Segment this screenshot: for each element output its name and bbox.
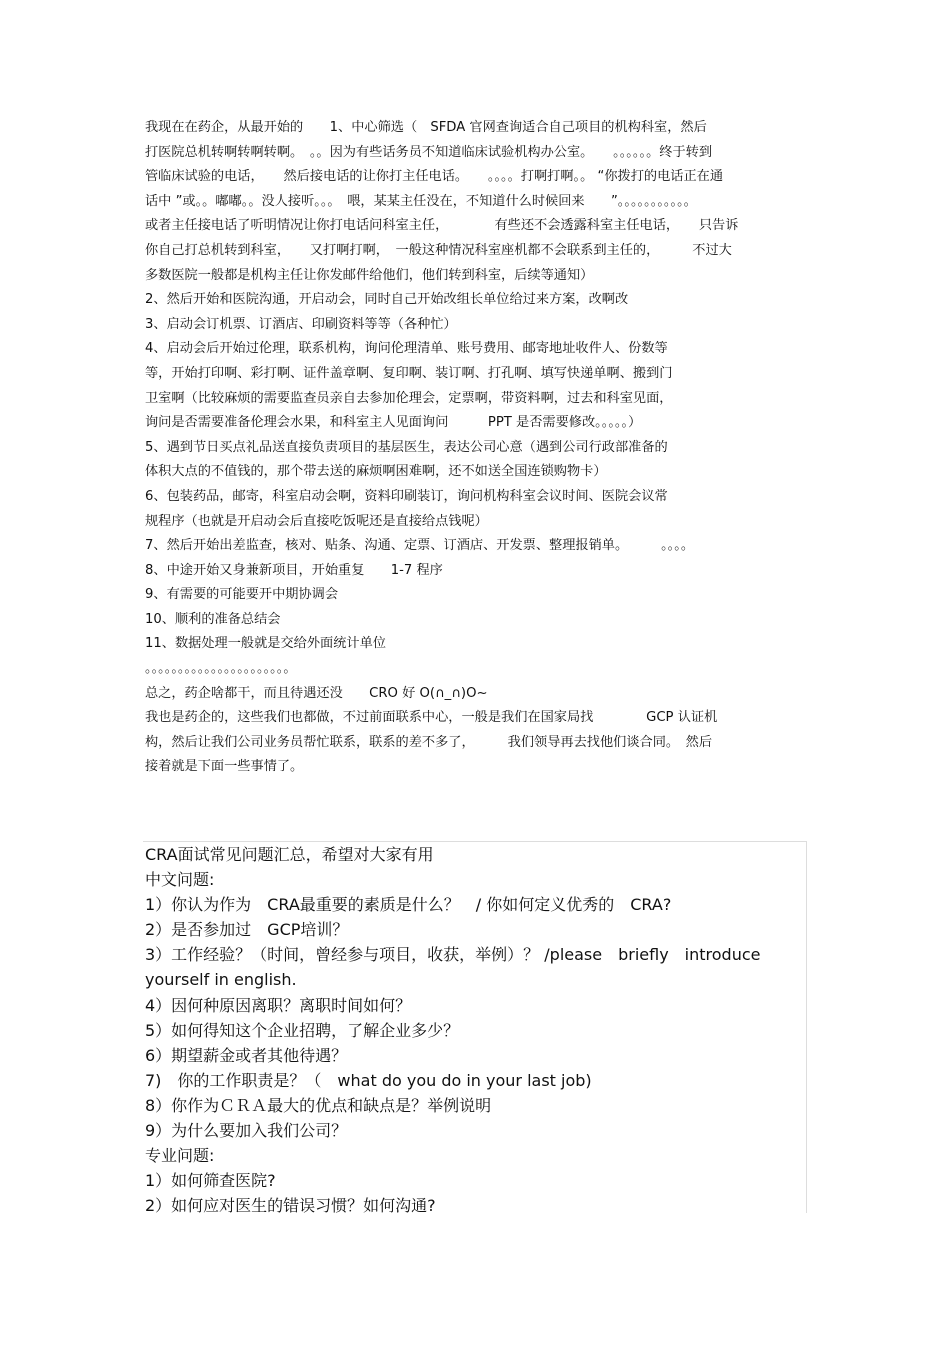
article-section xyxy=(145,116,807,780)
question-line: 8）你作为ＣＲＡ最大的优点和缺点是？举例说明 xyxy=(145,1095,492,1115)
paragraph-line: 5、遇到节日买点礼品送直接负责项目的基层医生，表达公司心意（遇到公司行政部准备的 xyxy=(145,439,668,455)
paragraph-line: 。。。。。。。。。。。。。。。。。。。。。。 xyxy=(145,661,297,677)
paragraph-line: 总之，药企啥都干，而且待遇还没 CRO 好 O(∩_∩)O~ xyxy=(145,685,488,701)
question-line: 3）工作经验？（时间，曾经参与项目，收获，举例）？ /please briefly introduce xyxy=(145,945,761,965)
subheading-professional-questions: 专业问题: xyxy=(145,1146,215,1166)
paragraph-line: 8、中途开始又身兼新项目，开始重复 1-7 程序 xyxy=(145,562,443,578)
paragraph-line: 体积大点的不值钱的，那个带去送的麻烦啊困难啊，还不如送全国连锁购物卡） xyxy=(145,464,607,480)
question-line: yourself in english. xyxy=(145,970,297,990)
paragraph-line: 等，开始打印啊、彩打啊、证件盖章啊、复印啊、装订啊、打孔啊、填写快递单啊、搬到门 xyxy=(145,365,673,381)
paragraph-line: 或者主任接电话了听明情况让你打电话问科室主任， 有些还不会透露科室主任电话， 只告诉 xyxy=(145,218,739,234)
question-line: 6）期望薪金或者其他待遇？ xyxy=(145,1045,348,1065)
subheading-chinese-questions: 中文问题: xyxy=(145,870,215,890)
paragraph-line: 打医院总机转啊转啊转啊。 。。因为有些话务员不知道临床试验机构办公室。 。。。。。。终于转到 xyxy=(145,144,713,160)
paragraph-line: 接着就是下面一些事情了。 xyxy=(145,759,304,775)
question-line: 2）是否参加过 GCP培训？ xyxy=(145,920,349,940)
paragraph-line: 9、有需要的可能要开中期协调会 xyxy=(145,587,339,603)
paragraph-line: 询问是否需要准备伦理会水果，和科室主人见面询问 PPT 是否需要修改。。。。。） xyxy=(145,415,642,431)
paragraph-line: 构，然后让我们公司业务员帮忙联系，联系的差不多了， 我们领导再去找他们谈合同。 然后 xyxy=(145,734,713,750)
question-line: 9）为什么要加入我们公司？ xyxy=(145,1121,348,1141)
paragraph-line: 4、启动会后开始过伦理，联系机构，询问伦理清单、账号费用、邮寄地址收件人、份数等 xyxy=(145,341,668,357)
paragraph-line: 我也是药企的，这些我们也都做，不过前面联系中心，一般是我们在国家局找 GCP 认证机 xyxy=(145,710,718,726)
question-line: 1）如何筛查医院? xyxy=(145,1171,276,1191)
paragraph-line: 10、顺利的准备总结会 xyxy=(145,611,281,627)
paragraph-line: 3、启动会订机票、订酒店、印刷资料等等（各种忙） xyxy=(145,316,457,332)
paragraph-line: 6、包装药品，邮寄，科室启动会啊，资料印刷装订，询问机构科室会议时间、医院会议常 xyxy=(145,488,668,504)
question-line: 4）因何种原因离职？离职时间如何？ xyxy=(145,995,412,1015)
paragraph-line: 管临床试验的电话， 然后接电话的让你打主任电话。 。。。。打啊打啊。。 “你拨打的电话正在通 xyxy=(145,169,724,185)
section-title: CRA面试常见问题汇总，希望对大家有用 xyxy=(145,845,434,864)
paragraph-line: 7、然后开始出差监查，核对、贴条、沟通、定票、订酒店、开发票、整理报销单。 。。。。 xyxy=(145,538,695,554)
paragraph-line: 我现在在药企，从最开始的 1、中心筛选（ SFDA 官网查询适合自己项目的机构科室，然后 xyxy=(145,120,707,135)
frame-border-right xyxy=(806,841,807,1213)
question-line: 7) 你的工作职责是？（ what do you do in your last job) xyxy=(145,1070,592,1090)
interview-questions-section xyxy=(145,842,800,1218)
paragraph-line: 11、数据处理一般就是交给外面统计单位 xyxy=(145,636,386,652)
question-line: 5）如何得知这个企业招聘，了解企业多少？ xyxy=(145,1020,460,1040)
question-line: 2）如何应对医生的错误习惯？如何沟通? xyxy=(145,1196,436,1216)
paragraph-line: 规程序（也就是开启动会后直接吃饭呢还是直接给点钱呢） xyxy=(145,513,488,529)
paragraph-line: 话中 ”或。。嘟嘟。。没人接听。。。 喂，某某主任没在，不知道什么时候回来 ”。。。。。。。。。。。 xyxy=(145,193,697,209)
paragraph-line: 2、然后开始和医院沟通，开启动会，同时自己开始改组长单位给过来方案，改啊改 xyxy=(145,292,629,308)
paragraph-line: 多数医院一般都是机构主任让你发邮件给他们，他们转到科室，后续等通知） xyxy=(145,267,594,283)
question-line: 1）你认为作为 CRA最重要的素质是什么？ / 你如何定义优秀的 CRA? xyxy=(145,895,672,915)
paragraph-line: 卫室啊（比较麻烦的需要监查员亲自去参加伦理会，定票啊，带资料啊，过去和科室见面， xyxy=(145,390,673,406)
paragraph-line: 你自己打总机转到科室， 又打啊打啊， 一般这种情况科室座机都不会联系到主任的， 不过大 xyxy=(145,242,732,258)
